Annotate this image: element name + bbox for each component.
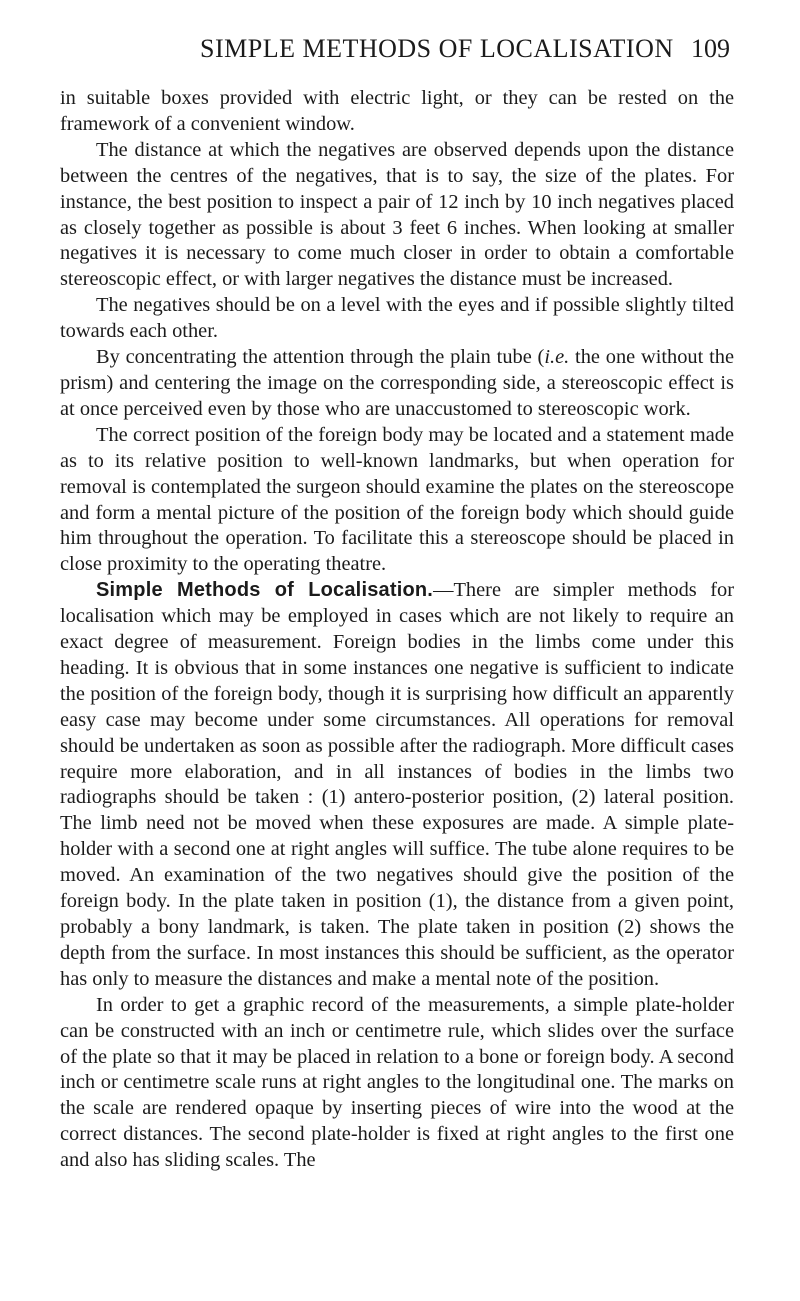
ie-abbreviation: i.e. [544,346,570,369]
paragraph-negatives-level: The negatives should be on a level with the eyes and if possible slightly tilted towards each other. [60,294,734,343]
section-heading: Simple Methods of Localisation. [96,579,434,602]
body-text [60,86,734,1174]
paragraph-plain-tube [60,345,734,423]
paragraph-correct-position: The correct position of the foreign body may be located and a statement made as to its relative position to well-known landmarks, but when operation for removal is contemplated the surgeon should examine the plates on the stereoscope and form a mental picture of the position of the foreign body which should guide him throughout the operation. To facilitate this a stereoscope should be placed in close proximity to the operating theatre. [60,423,734,576]
paragraph-plain-tube-end: the one without the prism) and centering the image on the corresponding side, a stereoscopic effect is at once perceived even by those who are unaccustomed to stereoscopic work. [60,346,734,420]
paragraph-plain-tube-start: By concentrating the attention through the plain tube ( [96,346,545,369]
paragraph-simple-methods [60,578,734,993]
paragraph-continued: in suitable boxes provided with electric light, or they can be rested on the framework of a convenient window. [60,87,734,135]
page-number: 109 [691,34,730,63]
paragraph-viewing-distance: The distance at which the negatives are observed depends upon the distance between the centres of the negatives, that is to say, the size of the plates. For instance, the best position to inspect a pair of 12 inch by 10 inch negatives placed as closely together as possible is about 3 feet 6 inches. When looking at smaller negatives it is necessary to come much closer in order to obtain a comfortable stereoscopic effect, or with larger negatives the distance must be increased. [60,138,734,291]
paragraph-graphic-record: In order to get a graphic record of the measurements, a simple plate-holder can be constructed with an inch or centimetre rule, which slides over the surface of the plate so that it may be placed in relation to a bone or foreign body. A second inch or centimetre scale runs at right angles to the longitudinal one. The marks on the scale are rendered opaque by inserting pieces of wire into the wood at the correct distances. The second plate-holder is fixed at right angles to the first one and also has sliding scales. The [60,993,734,1172]
running-head [60,34,730,74]
section-body: —There are simpler methods for localisation which may be employed in cases which are not likely to require an exact degree of measurement. Foreign bodies in the limbs come under this heading. It is obvious that in some instances one negative is sufficient to indicate the position of the foreign body, though it is surprising how difficult an apparently easy case may become under some circumstances. All operations for removal should be undertaken as soon as possible after the radiograph. More difficult cases require more elaboration, and in all instances of bodies in the limbs two radiographs should be taken : (1) antero-posterior position, (2) lateral position. The limb need not be moved when these exposures are made. A simple plate-holder with a second one at right angles will suffice. The tube alone requires to be moved. An examination of the two negatives should give the position of the foreign body. In the plate taken in position (1), the distance from a given point, probably a bony landmark, is taken. The plate taken in position (2) shows the depth from the surface. In most instances this should be sufficient, as the operator has only to measure the distances and make a mental note of the position. [60,579,734,990]
running-head-title: SIMPLE METHODS OF LOCALISATION [200,34,674,63]
